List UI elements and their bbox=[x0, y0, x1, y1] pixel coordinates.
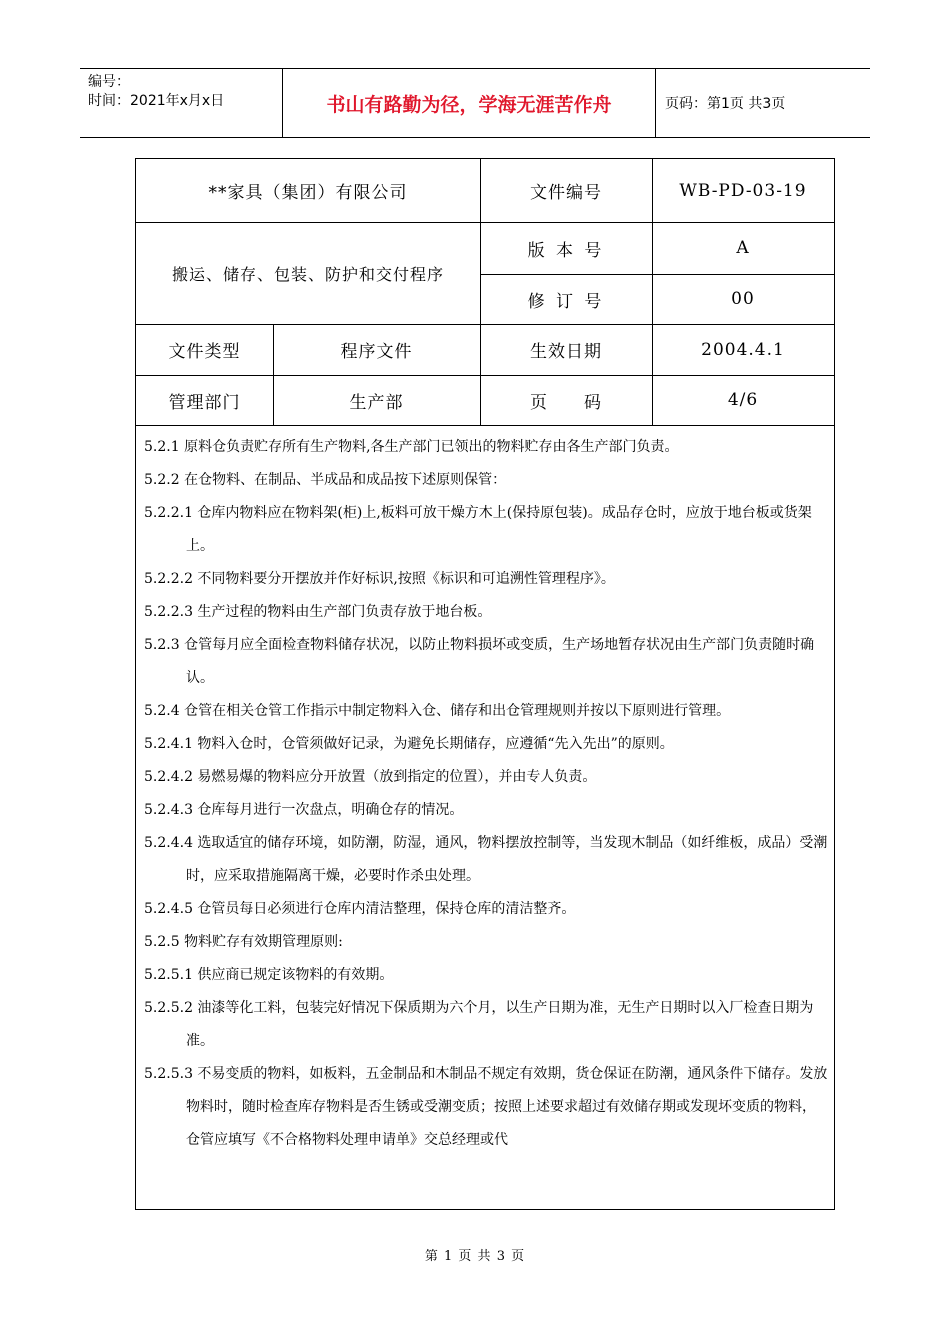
page-value: 4/6 bbox=[727, 390, 759, 410]
company-name: **家具（集团）有限公司 bbox=[208, 183, 408, 203]
revision-value: 00 bbox=[731, 289, 755, 309]
file-no-label: 文件编号 bbox=[530, 183, 602, 203]
file-type-value: 程序文件 bbox=[340, 342, 413, 362]
page-label: 页 码 bbox=[530, 392, 602, 413]
dept-value: 生产部 bbox=[349, 392, 404, 413]
paragraph: 5.2.2 在仓物料、在制品、半成品和成品按下述原则保管： bbox=[144, 472, 507, 488]
paragraph: 5.2.5 物料贮存有效期管理原则: bbox=[144, 934, 343, 950]
paragraph: 5.2.2.3 生产过程的物料由生产部门负责存放于地台板。 bbox=[144, 604, 492, 620]
version-label: 版 本 号 bbox=[527, 240, 605, 261]
header-motto: 书山有路勤为径，学海无涯苦作舟 bbox=[283, 69, 656, 137]
paragraph: 5.2.4.2 易燃易爆的物料应分开放置（放到指定的位置），并由专人负责。 bbox=[144, 769, 597, 785]
page-footer: 第 1 页 共 3 页 bbox=[424, 1249, 526, 1264]
paragraph: 5.2.4.5 仓管员每日必须进行仓库内清洁整理，保持仓库的清洁整齐。 bbox=[144, 901, 576, 917]
paragraph: 5.2.4.4 选取适宜的储存环境，如防潮，防湿，通风，物料摆放控制等，当发现木制品（如纤维板，成品）受潮时，应采取措施隔离干燥，必要时作杀虫处理。 bbox=[144, 835, 828, 884]
document-table bbox=[135, 158, 835, 1210]
paragraph: 5.2.4 仓管在相关仓管工作指示中制定物料入仓、储存和出仓管理规则并按以下原则进行管理。 bbox=[144, 703, 731, 719]
paragraph: 5.2.4.1 物料入仓时，仓管须做好记录，为避免长期储存，应遵循“先入先出”的原则。 bbox=[144, 736, 674, 752]
effective-date-value: 2004.4.1 bbox=[701, 339, 785, 360]
running-header bbox=[80, 68, 870, 138]
effective-date-label: 生效日期 bbox=[530, 342, 602, 362]
file-no-value: WB-PD-03-19 bbox=[679, 180, 807, 201]
document-body bbox=[144, 431, 828, 1157]
paragraph: 5.2.5.1 供应商已规定该物料的有效期。 bbox=[144, 967, 394, 983]
paragraph: 5.2.1 原料仓负责贮存所有生产物料,各生产部门已领出的物料贮存由各生产部门负责。 bbox=[144, 439, 679, 455]
version-value: A bbox=[736, 238, 750, 258]
revision-label: 修 订 号 bbox=[527, 291, 605, 312]
paragraph: 5.2.2.1 仓库内物料应在物料架(柜)上,板料可放干燥方木上(保持原包装)。成品存仓时，应放于地台板或货架上。 bbox=[144, 505, 812, 554]
document-title: 搬运、储存、包装、防护和交付程序 bbox=[171, 264, 444, 284]
dept-label: 管理部门 bbox=[168, 392, 241, 413]
paragraph: 5.2.3 仓管每月应全面检查物料储存状况，以防止物料损坏或变质，生产场地暂存状况由生产部门负责随时确认。 bbox=[144, 637, 815, 686]
header-meta bbox=[80, 69, 283, 137]
header-page: 页码：第1页 共3页 bbox=[665, 96, 786, 112]
paragraph: 5.2.5.2 油漆等化工料，包装完好情况下保质期为六个月，以生产日期为准，无生产日期时以入厂检查日期为准。 bbox=[144, 1000, 814, 1049]
paragraph: 5.2.2.2 不同物料要分开摆放并作好标识,按照《标识和可追溯性管理程序》。 bbox=[144, 571, 615, 587]
header-number: 编号： bbox=[88, 74, 130, 90]
paragraph: 5.2.4.3 仓库每月进行一次盘点，明确仓存的情况。 bbox=[144, 802, 464, 818]
header-time: 时间：2021年x月x日 bbox=[88, 93, 225, 109]
file-type-label: 文件类型 bbox=[168, 342, 241, 362]
paragraph: 5.2.5.3 不易变质的物料，如板料，五金制品和木制品不规定有效期，货仓保证在防潮，通风条件下储存。发放物料时，随时检查库存物料是否生锈或受潮变质；按照上述要求超过有效储存期或发现坏变质的物料，仓管应填写《不合格物料处理申请单》交总经理或代 bbox=[144, 1066, 828, 1148]
